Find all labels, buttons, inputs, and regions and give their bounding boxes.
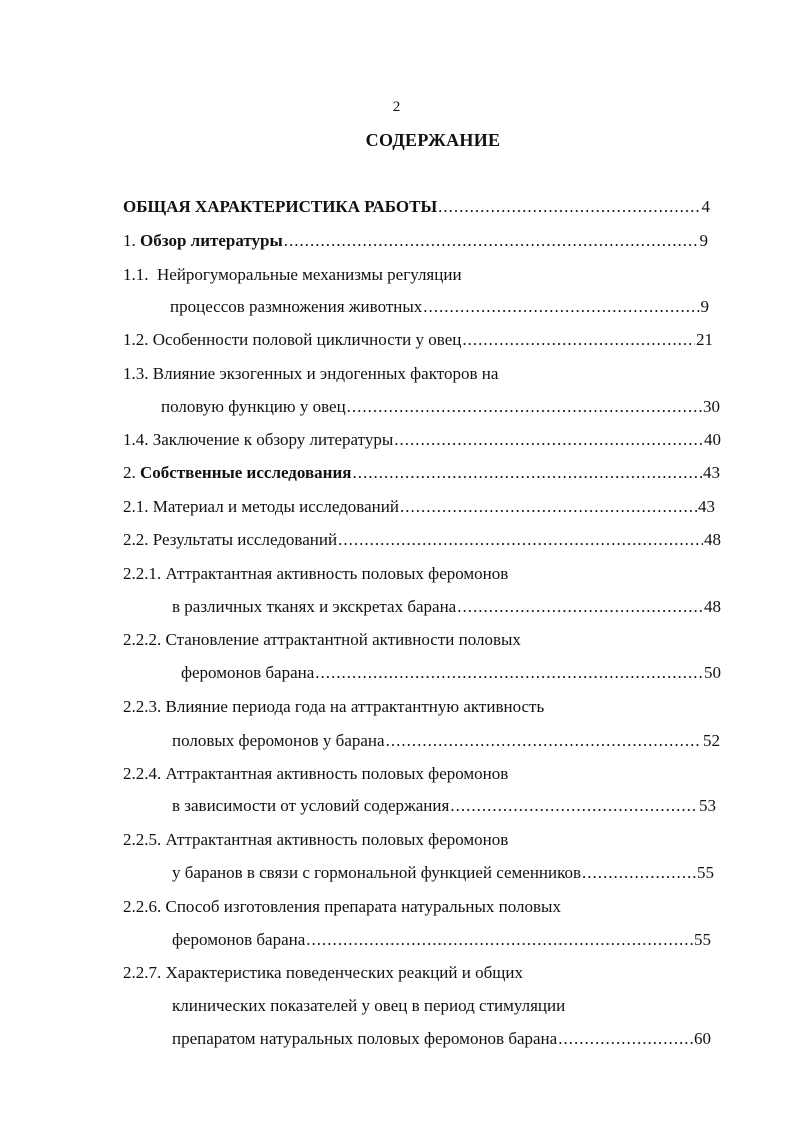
toc-entry-number: 1.2.	[123, 330, 149, 349]
toc-entry-page: 52	[703, 731, 720, 750]
toc-entry-continuation[interactable]	[172, 731, 720, 751]
toc-entry-page: 9	[699, 231, 708, 250]
toc-entry-text: Нейрогуморальные механизмы регуляции	[157, 265, 462, 284]
toc-entry-continuation[interactable]	[181, 663, 721, 683]
dot-leader	[438, 197, 700, 217]
toc-entry[interactable]	[123, 630, 521, 650]
toc-entry-continuation[interactable]	[172, 796, 716, 816]
dot-leader	[284, 231, 699, 251]
dot-leader	[315, 663, 703, 683]
toc-entry-number: 2.2.7.	[123, 963, 162, 982]
dot-leader	[347, 397, 702, 417]
toc-entry-number: 2.2.4.	[123, 764, 162, 783]
dot-leader	[352, 463, 702, 483]
toc-entry[interactable]	[123, 697, 544, 717]
toc-entry-page: 60	[694, 1029, 711, 1048]
toc-entry-number: 2.2.5.	[123, 830, 162, 849]
dot-leader	[400, 497, 697, 517]
dot-leader	[457, 597, 703, 617]
toc-entry-text: Аттрактантная активность половых феромонов	[165, 564, 509, 583]
dot-leader	[423, 297, 699, 317]
toc-entry-page: 43	[703, 463, 720, 482]
toc-entry[interactable]	[123, 963, 523, 983]
toc-entry-page: 55	[697, 863, 714, 882]
toc-entry-number: 2.	[123, 463, 136, 482]
dot-leader	[462, 330, 695, 350]
toc-entry-text: Способ изготовления препарата натуральных половых	[165, 897, 561, 916]
toc-entry-number: 2.2.	[123, 530, 149, 549]
page-number: 2	[392, 99, 401, 115]
toc-entry-text: Результаты исследований	[152, 530, 338, 549]
dot-leader	[394, 430, 703, 450]
toc-title: СОДЕРЖАНИЕ	[365, 130, 501, 150]
toc-entry-number: 1.3.	[123, 364, 149, 383]
toc-entry[interactable]	[123, 764, 508, 784]
toc-entry-text-cont: феромонов барана	[181, 663, 315, 682]
toc-entry-page: 50	[704, 663, 721, 682]
toc-entry-text: Материал и методы исследований	[152, 497, 399, 516]
toc-entry-continuation[interactable]	[172, 597, 721, 617]
dot-leader	[338, 530, 703, 550]
toc-entry[interactable]	[123, 830, 508, 850]
toc-entry-number: 2.2.3.	[123, 697, 162, 716]
toc-entry-text-cont: процессов размножения животных	[170, 297, 423, 316]
toc-entry[interactable]	[123, 897, 561, 917]
toc-entry-continuation[interactable]	[172, 1029, 711, 1049]
toc-entry-page: 30	[703, 397, 720, 416]
toc-entry-number: 1.	[123, 231, 136, 250]
toc-entry[interactable]	[123, 364, 498, 384]
toc-entry-page: 9	[700, 297, 709, 316]
toc-entry[interactable]	[123, 265, 462, 285]
toc-entry-number: 2.2.2.	[123, 630, 162, 649]
toc-entry-text-cont: феромонов барана	[172, 930, 306, 949]
toc-entry[interactable]	[123, 197, 710, 217]
toc-entry-number: 1.4.	[123, 430, 149, 449]
toc-entry-text-cont: клинических показателей у овец в период стимуляции	[172, 996, 566, 1015]
toc-entry-text-cont: у баранов в связи с гормональной функцией семенников	[172, 863, 582, 882]
toc-entry-page: 40	[704, 430, 721, 449]
toc-entry-text-cont: препаратом натуральных половых феромонов барана	[172, 1029, 558, 1048]
toc-entry-continuation[interactable]	[170, 297, 709, 317]
dot-leader	[450, 796, 698, 816]
toc-entry-text: Становление аттрактантной активности половых	[165, 630, 521, 649]
toc-entry[interactable]	[123, 530, 721, 550]
toc-entry-text: ОБЩАЯ ХАРАКТЕРИСТИКА РАБОТЫ	[123, 197, 438, 216]
toc-entry-text: Влияние периода года на аттрактантную активность	[165, 697, 545, 716]
toc-entry[interactable]	[123, 497, 715, 517]
toc-entry[interactable]	[123, 330, 713, 350]
toc-entry-text-cont: в различных тканях и экскретах барана	[172, 597, 457, 616]
dot-leader	[582, 863, 696, 883]
toc-entry-page: 43	[698, 497, 715, 516]
toc-entry-text: Влияние экзогенных и эндогенных факторов на	[152, 364, 499, 383]
dot-leader	[386, 731, 702, 751]
toc-entry-text: Собственные исследования	[140, 463, 352, 482]
toc-entry-number: 2.2.1.	[123, 564, 162, 583]
toc-entry-page: 4	[701, 197, 710, 216]
toc-entry-text: Характеристика поведенческих реакций и общих	[165, 963, 523, 982]
toc-entry-text-cont: в зависимости от условий содержания	[172, 796, 450, 815]
toc-entry-page: 53	[699, 796, 716, 815]
dot-leader	[306, 930, 693, 950]
toc-entry-page: 48	[704, 597, 721, 616]
toc-entry-text: Заключение к обзору литературы	[152, 430, 394, 449]
toc-entry-number: 1.1.	[123, 265, 149, 284]
toc-entry-continuation[interactable]	[161, 397, 720, 417]
toc-entry-continuation[interactable]	[172, 930, 711, 950]
toc-entry-text-cont: половую функцию у овец	[161, 397, 346, 416]
toc-entry[interactable]	[123, 463, 720, 483]
dot-leader	[558, 1029, 693, 1049]
toc-entry-text: Аттрактантная активность половых феромонов	[165, 764, 509, 783]
toc-entry-text: Аттрактантная активность половых феромонов	[165, 830, 509, 849]
toc-entry-number: 2.2.6.	[123, 897, 162, 916]
toc-entry-page: 21	[696, 330, 713, 349]
toc-entry[interactable]	[123, 564, 508, 584]
toc-entry[interactable]	[123, 231, 708, 251]
toc-entry-text-cont: половых феромонов у барана	[172, 731, 385, 750]
toc-entry-page: 48	[704, 530, 721, 549]
toc-entry-text: Особенности половой цикличности у овец	[152, 330, 462, 349]
toc-entry-continuation[interactable]	[172, 863, 714, 883]
toc-entry-number: 2.1.	[123, 497, 149, 516]
toc-entry-continuation[interactable]	[172, 996, 565, 1016]
toc-entry-text: Обзор литературы	[140, 231, 283, 250]
toc-entry[interactable]	[123, 430, 721, 450]
toc-entry-page: 55	[694, 930, 711, 949]
